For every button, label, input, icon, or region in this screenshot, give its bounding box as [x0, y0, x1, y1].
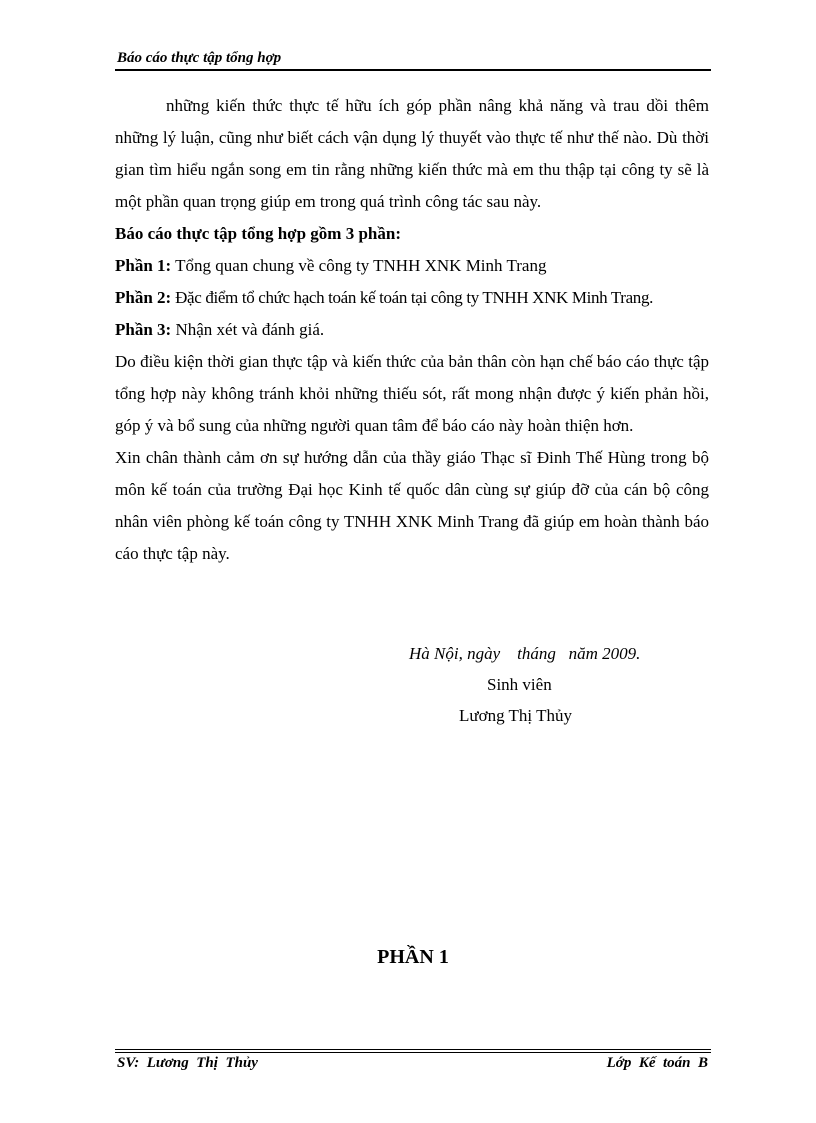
- part-item-text: Tổng quan chung về công ty TNHH XNK Minh Trang: [171, 256, 547, 275]
- section-heading: [0, 946, 816, 969]
- paragraph-limitations: Do điều kiện thời gian thực tập và kiến thức của bản thân còn hạn chế báo cáo thực tập tổng hợp này không tránh khỏi những thiếu sót, rất mong nhận được ý kiến phản hồi, góp ý và bổ sung của những người quan tâm để báo cáo này hoàn thiện hơn.: [115, 352, 709, 435]
- footer-class: Lớp Kế toán B: [606, 1055, 708, 1071]
- part-item-text: Nhận xét và đánh giá.: [171, 320, 325, 339]
- part-item-text: Đặc điểm tổ chức hạch toán kế toán tại công ty TNHH XNK Minh Trang.: [171, 288, 654, 307]
- part-item-1: [115, 250, 709, 282]
- paragraph-intro: những kiến thức thực tế hữu ích góp phần nâng khả năng và trau dồi thêm những lý luận, cũng như biết cách vận dụng lý thuyết vào thực tế như thế nào. Dù thời gian tìm hiểu ngắn song em tin rằng những kiến thức mà em thu thập tại công ty sẽ là một phần quan trọng giúp em trong quá trình công tác sau này.: [115, 96, 709, 211]
- part-item-label: Phần 1:: [115, 256, 172, 275]
- part-item-3: [115, 314, 709, 346]
- part-item-label: Phần 3:: [115, 320, 172, 339]
- page-header: [115, 48, 711, 70]
- footer-rule: [115, 1049, 711, 1050]
- header-rule: [115, 69, 711, 71]
- part-item-2: [115, 282, 709, 314]
- footer-rule-double: [115, 1052, 711, 1053]
- signature-name: Lương Thị Thủy: [459, 706, 572, 725]
- part-item-label: Phần 2:: [115, 288, 172, 307]
- paragraph-thanks: Xin chân thành cảm ơn sự hướng dẫn của thầy giáo Thạc sĩ Đinh Thế Hùng trong bộ môn kế toán của trường Đại học Kinh tế quốc dân cùng sự giúp đỡ của cán bộ công nhân viên phòng kế toán công ty TNHH XNK Minh Trang đã giúp em hoàn thành báo cáo thực tập này.: [115, 448, 709, 563]
- header-title: Báo cáo thực tập tổng hợp: [117, 50, 282, 66]
- signature-date: Hà Nội, ngày tháng năm 2009.: [409, 644, 641, 663]
- signature-role: Sinh viên: [487, 675, 552, 694]
- footer-student: SV: Lương Thị Thủy: [117, 1055, 258, 1071]
- body-text: [115, 90, 709, 570]
- structure-heading: Báo cáo thực tập tổng hợp gồm 3 phần:: [115, 224, 401, 243]
- section-heading-text: PHẦN 1: [377, 946, 449, 968]
